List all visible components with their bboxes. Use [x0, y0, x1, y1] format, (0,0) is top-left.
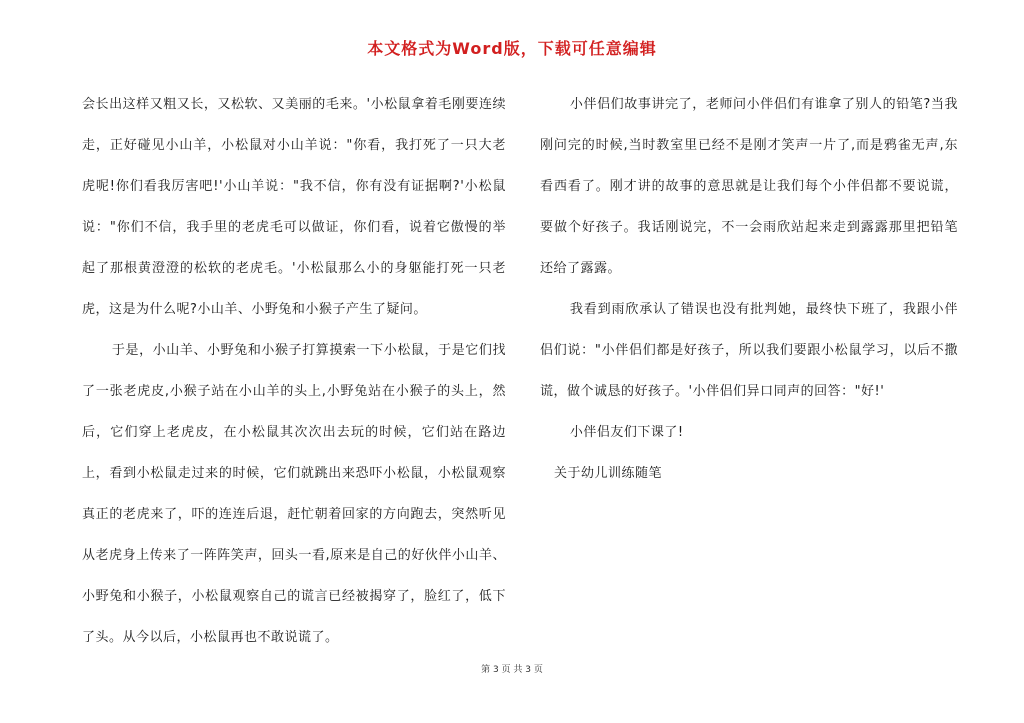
paragraph: 于是，小山羊、小野兔和小猴子打算摸索一下小松鼠，于是它们找了一张老虎皮,小猴子站在小山羊的头上,小野兔站在小猴子的头上，然后，它们穿上老虎皮，在小松鼠其次次出去玩的时候，它们站在路边上，看到小松鼠走过来的时候，它们就跳出来恐吓小松鼠，小松鼠观察真正的老虎来了，吓的连连后退，赶忙朝着回家的方向跑去，突然听见从老虎身上传来了一阵阵笑声，回头一看,原来是自己的好伙伴小山羊、小野兔和小猴子，小松鼠观察自己的谎言已经被揭穿了，脸红了，低下了头。从今以后，小松鼠再也不敢说谎了。 [82, 343, 506, 645]
related-article-title: 关于幼儿训练随笔 [554, 466, 663, 481]
paragraph: 会长出这样又粗又长，又松软、又美丽的毛来。'小松鼠拿着毛刚要连续走，正好碰见小山羊，小松鼠对小山羊说："你看，我打死了一只大老虎呢!你们看我厉害吧!'小山羊说："我不信，你有没有证据啊?'小松鼠说："你们不信，我手里的老虎毛可以做证，你们看，说着它傲慢的举起了那根黄澄澄的松软的老虎毛。'小松鼠那么小的身躯能打死一只老虎，这是为什么呢?小山羊、小野兔和小猴子产生了疑问。 [82, 97, 506, 317]
document-header-banner: 本文格式为Word版，下载可任意编辑 [367, 39, 657, 58]
paragraph: 我看到雨欣承认了错误也没有批判她，最终快下班了，我跟小伴侣们说："小伴侣们都是好孩子，所以我们要跟小松鼠学习，以后不撒谎，做个诚恳的好孩子。'小伴侣们异口同声的回答："好!' [540, 302, 958, 399]
left-text-column [82, 84, 506, 658]
right-text-column [540, 84, 958, 494]
paragraph: 小伴侣友们下课了! [569, 425, 684, 440]
paragraph: 小伴侣们故事讲完了，老师问小伴侣们有谁拿了别人的铅笔?当我刚问完的时候,当时教室里已经不是刚才笑声一片了,而是鸦雀无声,东看西看了。刚才讲的故事的意思就是让我们每个小伴侣都不要说谎，要做个好孩子。我话刚说完，不一会雨欣站起来走到露露那里把铅笔还给了露露。 [540, 97, 958, 276]
page-number-footer: 第 3 页 共 3 页 [481, 665, 543, 675]
